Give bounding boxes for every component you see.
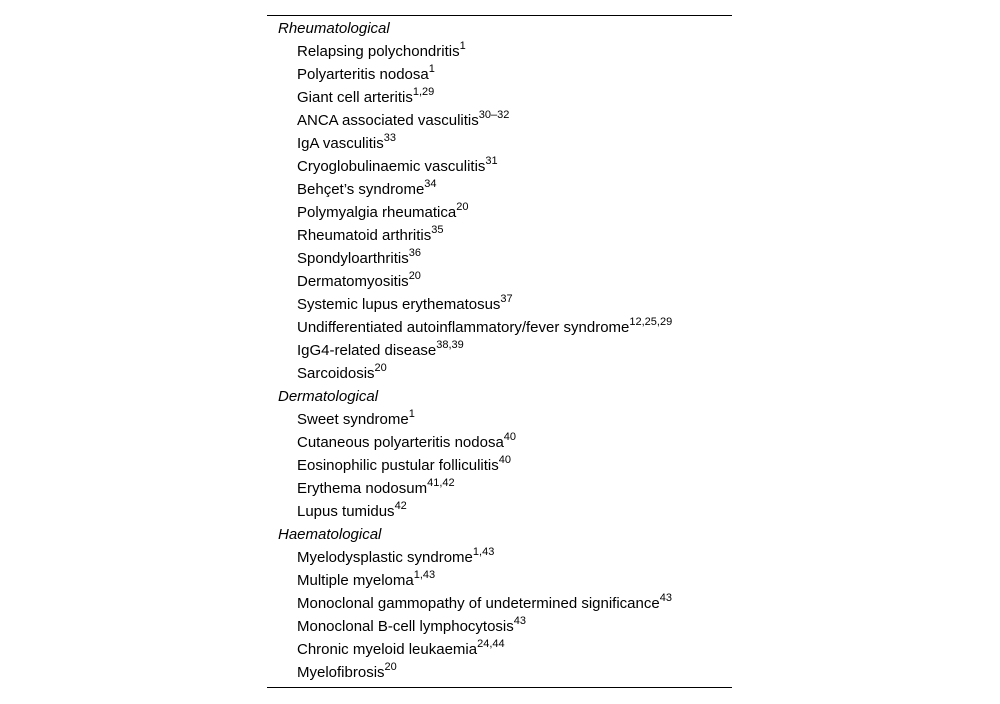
reference-superscript: 34 — [424, 178, 437, 190]
reference-superscript: 1 — [408, 408, 415, 420]
condition-name: Cryoglobulinaemic vasculitis — [297, 158, 486, 175]
condition-row — [267, 569, 732, 592]
condition-name: Behçet’s syndrome — [297, 181, 425, 198]
condition-name: Relapsing polychondritis — [297, 43, 460, 60]
condition-name: Monoclonal B-cell lymphocytosis — [297, 618, 514, 635]
condition-name: Lupus tumidus — [297, 503, 395, 520]
reference-superscript: 20 — [456, 201, 469, 213]
condition-row — [267, 362, 732, 385]
condition-row — [267, 86, 732, 109]
reference-superscript: 38,39 — [436, 339, 464, 351]
category-heading: Haematological — [278, 526, 382, 543]
reference-superscript: 24,44 — [477, 638, 505, 650]
reference-superscript: 31 — [485, 155, 498, 167]
condition-row — [267, 339, 732, 362]
condition-row — [267, 431, 732, 454]
condition-row — [267, 201, 732, 224]
condition-row — [267, 178, 732, 201]
condition-name: Polyarteritis nodosa — [297, 66, 429, 83]
reference-superscript: 1,43 — [472, 546, 495, 558]
condition-row — [267, 155, 732, 178]
condition-name: IgA vasculitis — [297, 135, 384, 152]
condition-name: Erythema nodosum — [297, 480, 428, 497]
conditions-table — [267, 15, 732, 688]
condition-name: IgG4-related disease — [297, 342, 437, 359]
condition-name: Cutaneous polyarteritis nodosa — [297, 434, 504, 451]
reference-superscript: 1,29 — [412, 86, 435, 98]
condition-row — [267, 270, 732, 293]
condition-row — [267, 224, 732, 247]
condition-row — [267, 615, 732, 638]
condition-name: Systemic lupus erythematosus — [297, 296, 501, 313]
reference-superscript: 40 — [503, 431, 517, 443]
condition-name: Monoclonal gammopathy of undetermined significance — [297, 595, 660, 612]
category-heading: Rheumatological — [278, 20, 390, 37]
reference-superscript: 1 — [459, 40, 466, 52]
reference-superscript: 41,42 — [427, 477, 455, 489]
condition-row — [267, 477, 732, 500]
reference-superscript: 20 — [408, 270, 421, 282]
reference-superscript: 20 — [384, 661, 397, 673]
condition-name: Polymyalgia rheumatica — [297, 204, 457, 221]
condition-name: Giant cell arteritis — [297, 89, 413, 106]
reference-superscript: 12,25,29 — [629, 316, 673, 328]
condition-name: Chronic myeloid leukaemia — [297, 641, 478, 658]
condition-row — [267, 293, 732, 316]
condition-name: Dermatomyositis — [297, 273, 409, 290]
reference-superscript: 42 — [394, 500, 407, 512]
condition-row — [267, 247, 732, 270]
reference-superscript: 37 — [500, 293, 513, 305]
reference-superscript: 33 — [383, 132, 396, 144]
condition-row — [267, 63, 732, 86]
condition-name: Spondyloarthritis — [297, 250, 409, 267]
condition-name: Sweet syndrome — [297, 411, 409, 428]
condition-name: Myelofibrosis — [297, 664, 385, 681]
condition-row — [267, 454, 732, 477]
condition-row — [267, 316, 732, 339]
condition-row — [267, 132, 732, 155]
reference-superscript: 40 — [498, 454, 512, 466]
condition-row — [267, 500, 732, 523]
reference-superscript: 1 — [428, 63, 435, 75]
condition-name: Rheumatoid arthritis — [297, 227, 432, 244]
condition-name: ANCA associated vasculitis — [297, 112, 479, 129]
reference-superscript: 43 — [659, 592, 672, 604]
reference-superscript: 1,43 — [413, 569, 436, 581]
reference-superscript: 30–32 — [478, 109, 510, 121]
condition-row — [267, 546, 732, 569]
condition-name: Undifferentiated autoinflammatory/fever syndrome — [297, 319, 630, 336]
reference-superscript: 36 — [408, 247, 421, 259]
category-heading: Dermatological — [278, 388, 379, 405]
condition-name: Myelodysplastic syndrome — [297, 549, 473, 566]
reference-superscript: 35 — [431, 224, 444, 236]
condition-row — [267, 109, 732, 132]
reference-superscript: 43 — [513, 615, 527, 627]
condition-row — [267, 592, 732, 615]
condition-name: Sarcoidosis — [297, 365, 375, 382]
condition-name: Multiple myeloma — [297, 572, 414, 589]
condition-row — [267, 661, 732, 684]
condition-row — [267, 638, 732, 661]
reference-superscript: 20 — [374, 362, 387, 374]
condition-name: Eosinophilic pustular folliculitis — [297, 457, 499, 474]
condition-row — [267, 408, 732, 431]
condition-row — [267, 40, 732, 63]
